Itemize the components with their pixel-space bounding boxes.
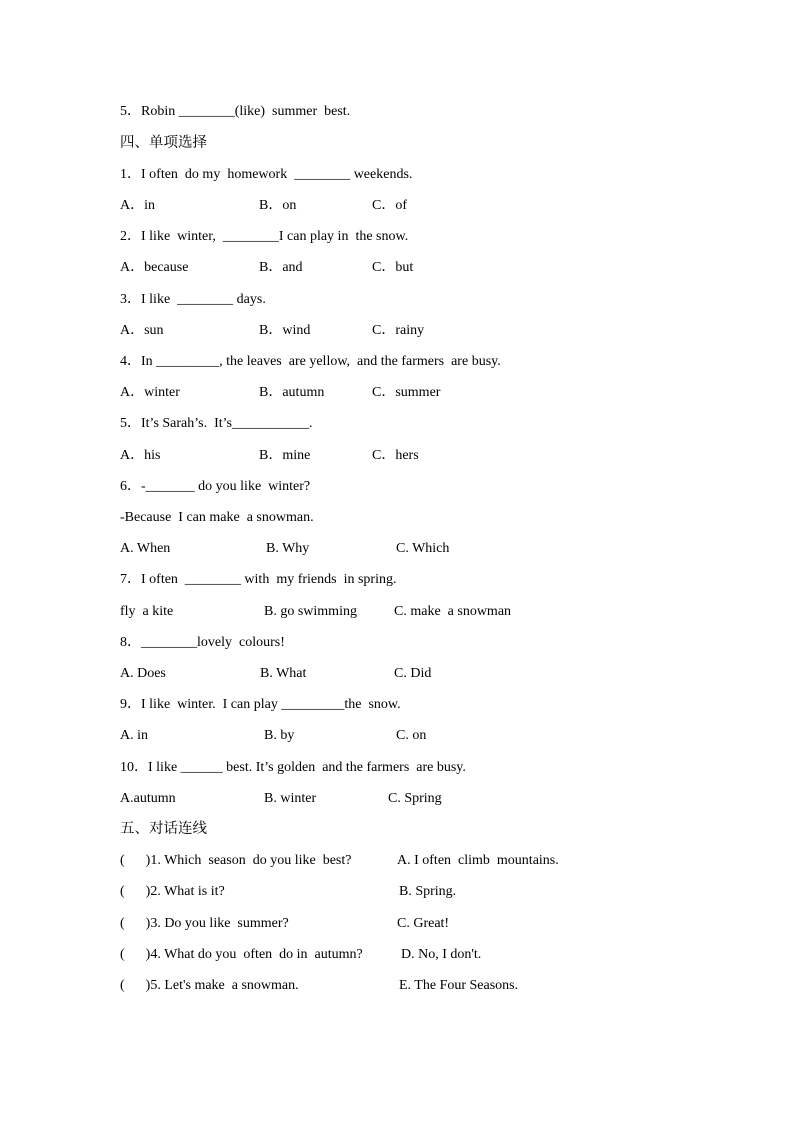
mc-question-6-option-a: A. When xyxy=(120,541,171,556)
mc-question-2-option-c: C．but xyxy=(372,260,414,275)
mc-question-2-option-a: A．because xyxy=(120,260,189,275)
mc-question-6-stem: 6．-_______ do you like winter? xyxy=(120,479,311,494)
mc-question-1-option-a: A．in xyxy=(120,198,155,213)
match-row-3-question: ( )3. Do you like summer? xyxy=(120,916,289,931)
mc-question-1-option-b: B．on xyxy=(259,198,297,213)
mc-question-4-stem: 4．In _________, the leaves are yellow, and the farmers are busy. xyxy=(120,354,501,369)
match-row-4-question: ( )4. What do you often do in autumn? xyxy=(120,947,363,962)
mc-question-3-option-b: B．wind xyxy=(259,323,311,338)
mc-question-5-option-b: B．mine xyxy=(259,448,311,463)
mc-question-7-option-a: fly a kite xyxy=(120,604,174,619)
mc-question-6-option-b: B. Why xyxy=(266,541,310,556)
mc-question-2-stem: 2．I like winter, ________I can play in the snow. xyxy=(120,229,409,244)
match-row-5-answer: E. The Four Seasons. xyxy=(399,978,519,993)
mc-question-3-option-c: C．rainy xyxy=(372,323,425,338)
mc-question-9-option-b: B. by xyxy=(264,728,295,743)
mc-question-8-stem: 8．________lovely colours! xyxy=(120,635,285,650)
mc-question-9-option-c: C. on xyxy=(396,728,427,743)
match-row-5-question: ( )5. Let's make a snowman. xyxy=(120,978,299,993)
mc-question-3-option-a: A．sun xyxy=(120,323,164,338)
mc-question-10-stem: 10．I like ______ best. It’s golden and the farmers are busy. xyxy=(120,760,466,775)
mc-question-1-stem: 1．I often do my homework ________ weekends. xyxy=(120,167,413,182)
mc-question-8-option-c: C. Did xyxy=(394,666,432,681)
mc-question-8-option-a: A. Does xyxy=(120,666,166,681)
mc-question-7-stem: 7．I often ________ with my friends in spring. xyxy=(120,572,397,587)
match-row-1-question: ( )1. Which season do you like best? xyxy=(120,853,352,868)
match-row-1-answer: A. I often climb mountains. xyxy=(397,853,559,868)
match-row-2-question: ( )2. What is it? xyxy=(120,884,225,899)
section-4-heading: 四、单项选择 xyxy=(120,135,207,151)
mc-question-5-option-a: A．his xyxy=(120,448,161,463)
fill-blank-question-5: 5．Robin ________(like) summer best. xyxy=(120,104,351,119)
mc-question-6-reply: -Because I can make a snowman. xyxy=(120,510,314,525)
mc-question-10-option-b: B. winter xyxy=(264,791,317,806)
mc-question-9-option-a: A. in xyxy=(120,728,148,743)
mc-question-1-option-c: C．of xyxy=(372,198,407,213)
mc-question-7-option-b: B. go swimming xyxy=(264,604,357,619)
match-row-3-answer: C. Great! xyxy=(397,916,450,931)
mc-question-3-stem: 3．I like ________ days. xyxy=(120,292,266,307)
mc-question-2-option-b: B．and xyxy=(259,260,303,275)
match-row-2-answer: B. Spring. xyxy=(399,884,457,899)
mc-question-8-option-b: B. What xyxy=(260,666,307,681)
mc-question-4-option-c: C．summer xyxy=(372,385,441,400)
section-5-heading: 五、对话连线 xyxy=(120,821,207,837)
match-row-4-answer: D. No, I don't. xyxy=(401,947,482,962)
mc-question-4-option-a: A．winter xyxy=(120,385,180,400)
mc-question-5-option-c: C．hers xyxy=(372,448,419,463)
mc-question-5-stem: 5．It’s Sarah’s. It’s___________. xyxy=(120,416,313,431)
mc-question-4-option-b: B．autumn xyxy=(259,385,325,400)
mc-question-10-option-a: A.autumn xyxy=(120,791,176,806)
mc-question-10-option-c: C. Spring xyxy=(388,791,442,806)
mc-question-7-option-c: C. make a snowman xyxy=(394,604,512,619)
mc-question-6-option-c: C. Which xyxy=(396,541,450,556)
mc-question-9-stem: 9．I like winter. I can play _________the snow. xyxy=(120,697,401,712)
